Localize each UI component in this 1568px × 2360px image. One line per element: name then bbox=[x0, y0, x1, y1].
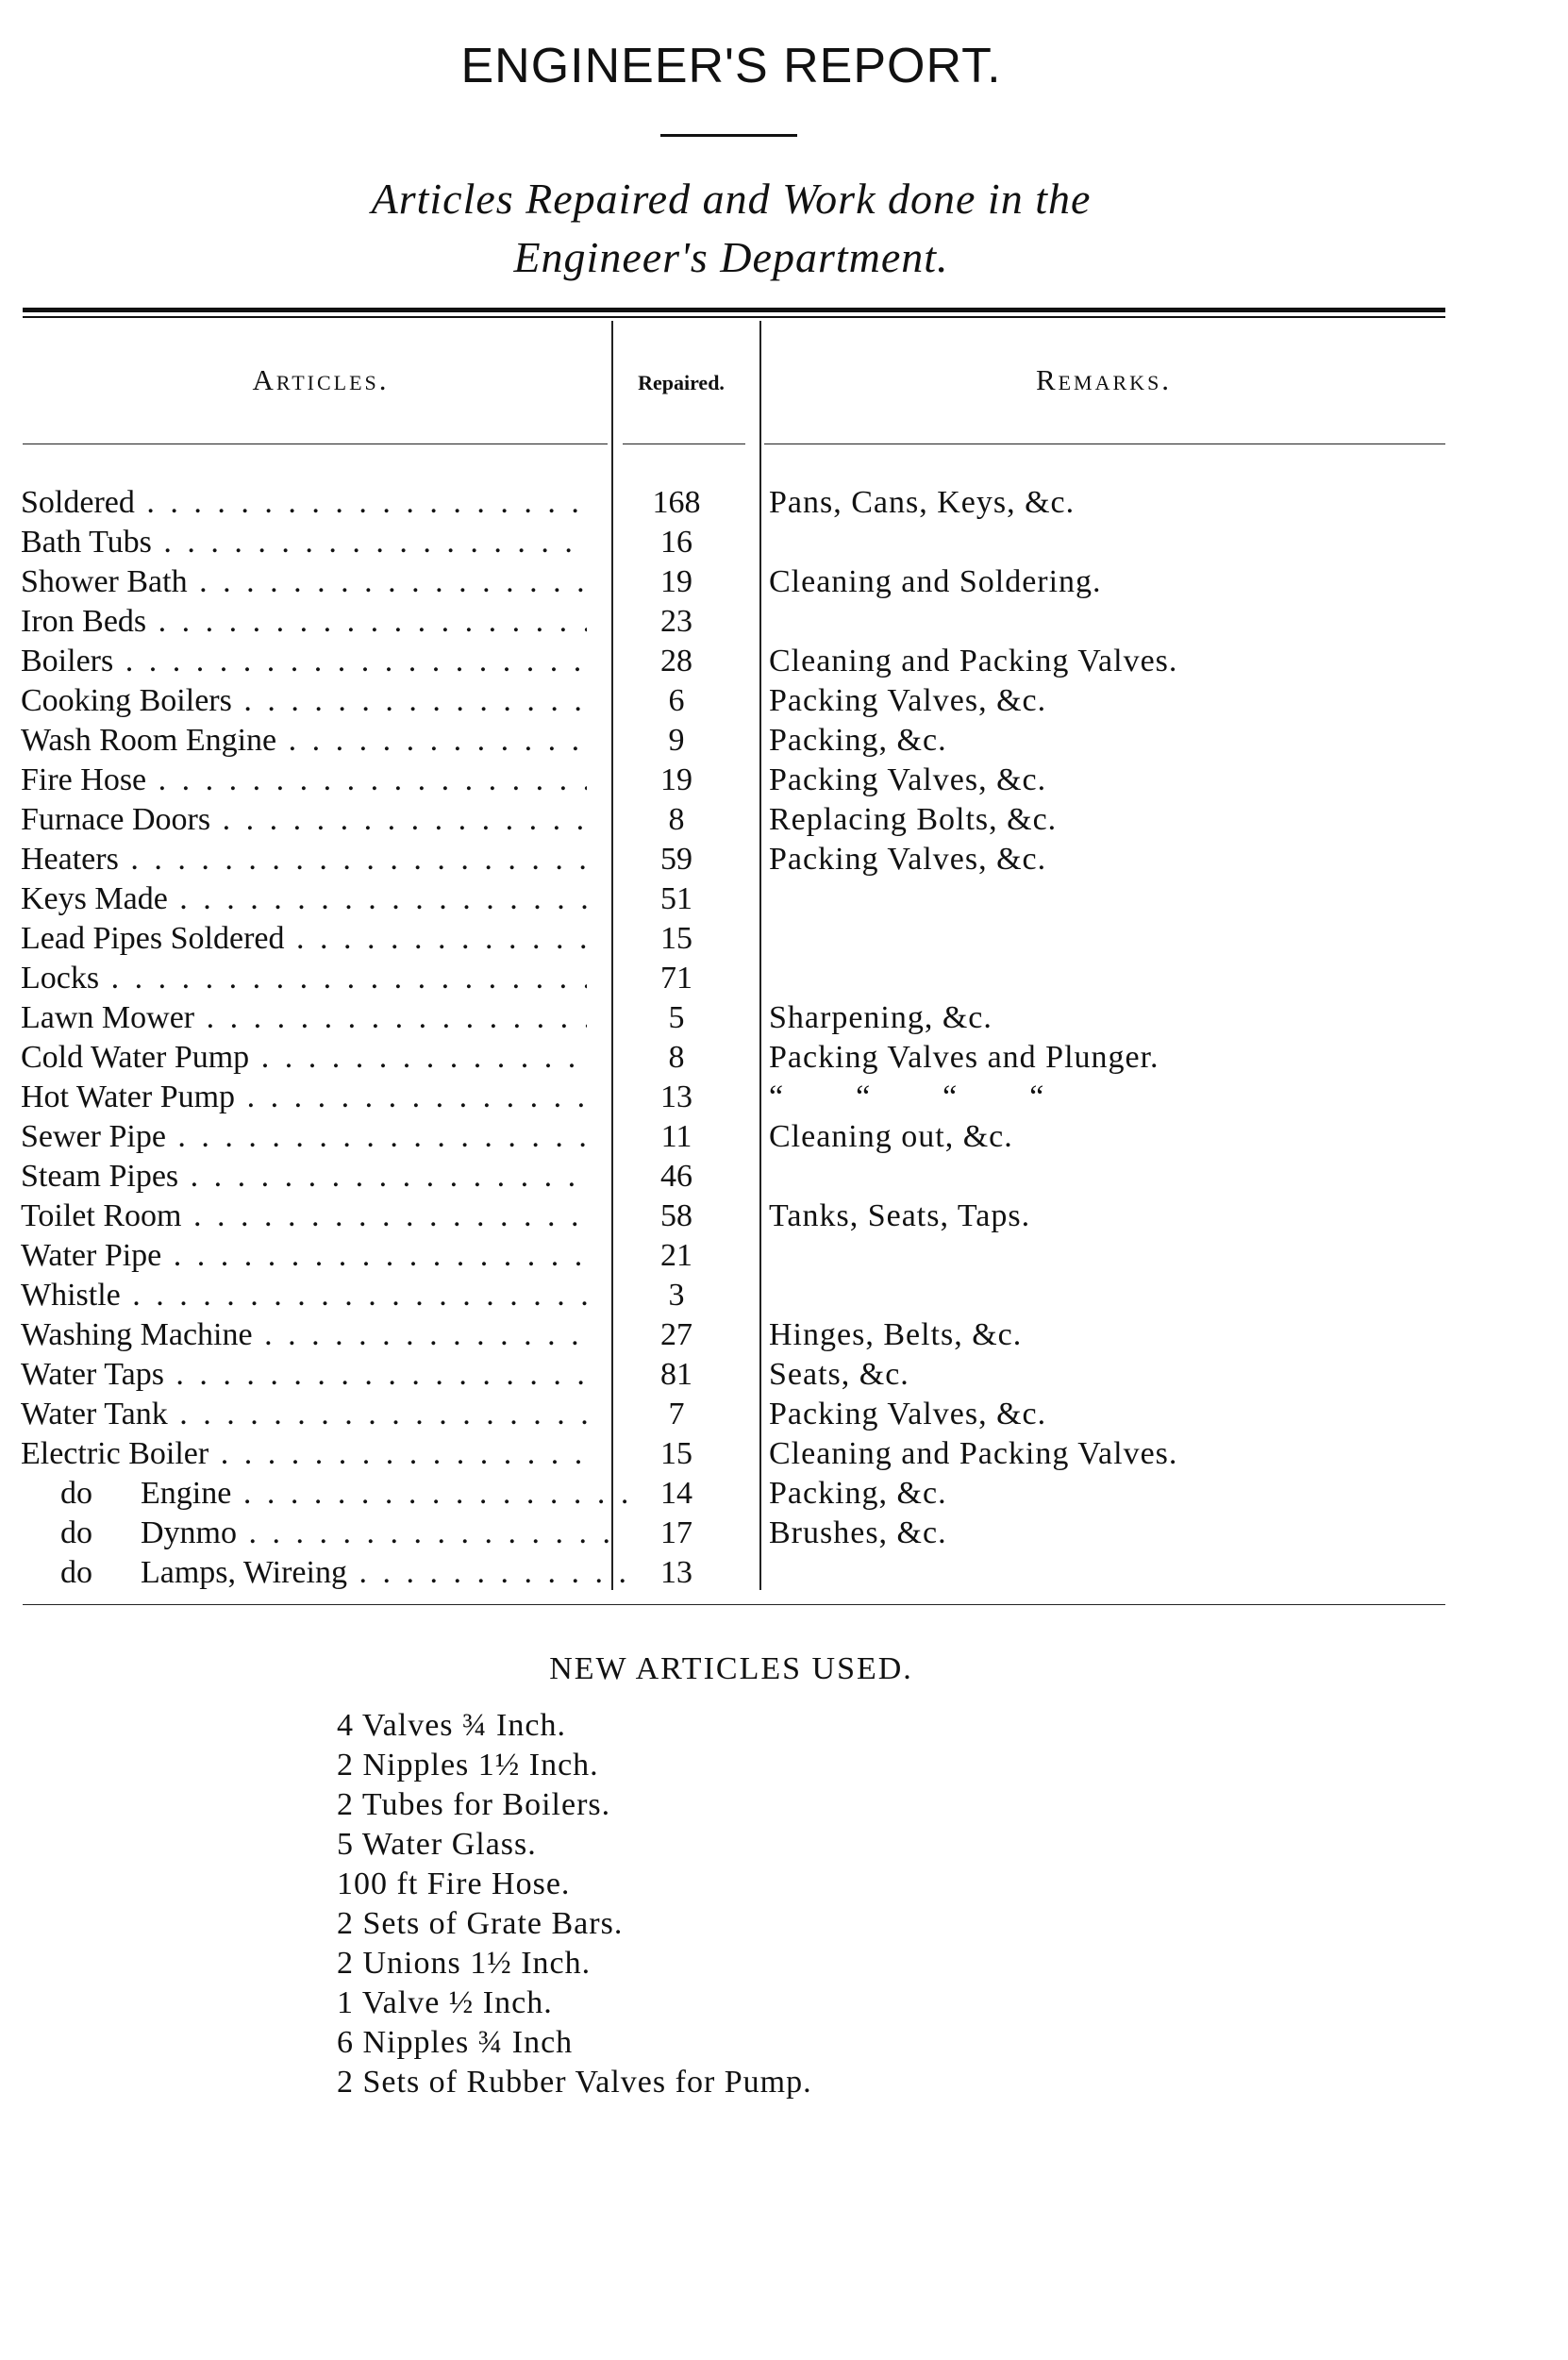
row-remark: Sharpening, &c. bbox=[769, 1000, 993, 1035]
table-row bbox=[0, 1038, 1472, 1078]
row-article: Iron Beds . . . bbox=[21, 602, 587, 642]
subtitle-line-1: Articles Repaired and Work done in the bbox=[371, 175, 1092, 223]
table-row bbox=[0, 642, 1472, 681]
row-article: Shower Bath . . . bbox=[21, 562, 587, 602]
row-count: 28 bbox=[660, 644, 692, 678]
row-article: do Lamps, Wireing . . . bbox=[21, 1553, 626, 1593]
table-bottom-rule bbox=[23, 1604, 1445, 1605]
row-remark: Brushes, &c. bbox=[769, 1515, 947, 1550]
table-row bbox=[0, 483, 1472, 523]
row-remark: Cleaning and Packing Valves. bbox=[769, 1436, 1178, 1471]
new-article-item: 2 Nipples 1½ Inch. bbox=[337, 1748, 599, 1783]
row-count: 13 bbox=[660, 1080, 692, 1114]
row-count: 19 bbox=[660, 762, 692, 797]
row-count: 19 bbox=[660, 564, 692, 599]
row-remark: Cleaning and Soldering. bbox=[769, 564, 1102, 599]
row-article: Whistle . . . bbox=[21, 1276, 587, 1315]
row-article: Lawn Mower . . . bbox=[21, 998, 587, 1038]
table-row bbox=[0, 1157, 1472, 1197]
row-count: 168 bbox=[652, 485, 701, 520]
table-body bbox=[0, 483, 1472, 1593]
row-article: Lead Pipes Soldered . . . bbox=[21, 919, 587, 959]
table-row bbox=[0, 1117, 1472, 1157]
table-row bbox=[0, 1276, 1472, 1315]
page-title: ENGINEER'S REPORT. bbox=[460, 39, 1002, 93]
new-article-item: 4 Valves ¾ Inch. bbox=[337, 1708, 566, 1743]
row-article: Cooking Boilers . . . bbox=[21, 681, 587, 721]
table-row bbox=[0, 800, 1472, 840]
table-top-rule bbox=[23, 308, 1445, 312]
row-article: Boilers . . . bbox=[21, 642, 587, 681]
new-article-item: 5 Water Glass. bbox=[337, 1827, 537, 1862]
row-count: 8 bbox=[668, 802, 685, 837]
row-article: Bath Tubs . . . bbox=[21, 523, 587, 562]
new-article-item: 2 Unions 1½ Inch. bbox=[337, 1946, 592, 1981]
row-count: 16 bbox=[660, 525, 692, 560]
new-article-item: 1 Valve ½ Inch. bbox=[337, 1985, 553, 2020]
row-count: 11 bbox=[660, 1119, 692, 1154]
row-count: 17 bbox=[660, 1515, 692, 1550]
row-remark: Hinges, Belts, &c. bbox=[769, 1317, 1023, 1352]
row-article: Sewer Pipe . . . bbox=[21, 1117, 587, 1157]
row-count: 6 bbox=[668, 683, 685, 718]
row-remark: Packing Valves and Plunger. bbox=[769, 1040, 1159, 1075]
row-count: 3 bbox=[668, 1278, 685, 1313]
table-row bbox=[0, 1197, 1472, 1236]
row-article: Water Pipe . . . bbox=[21, 1236, 587, 1276]
row-remark: Cleaning and Packing Valves. bbox=[769, 644, 1178, 678]
row-count: 9 bbox=[668, 723, 685, 758]
row-article: Heaters . . . bbox=[21, 840, 587, 879]
row-article: Washing Machine . . . bbox=[21, 1315, 587, 1355]
row-count: 27 bbox=[660, 1317, 692, 1352]
row-remark: “ “ “ “ bbox=[769, 1080, 1045, 1114]
row-count: 51 bbox=[660, 881, 692, 916]
header-remarks: Remarks. bbox=[1035, 363, 1173, 396]
new-article-item: 100 ft Fire Hose. bbox=[337, 1866, 571, 1901]
header-articles: Articles. bbox=[252, 363, 390, 396]
row-remark: Packing Valves, &c. bbox=[769, 842, 1047, 877]
new-articles-heading: NEW ARTICLES USED. bbox=[549, 1651, 913, 1686]
row-count: 23 bbox=[660, 604, 692, 639]
row-count: 13 bbox=[660, 1555, 692, 1590]
new-article-item: 2 Sets of Grate Bars. bbox=[337, 1906, 624, 1941]
table-row bbox=[0, 1315, 1472, 1355]
row-remark: Tanks, Seats, Taps. bbox=[769, 1198, 1031, 1233]
row-article: do Engine . . . bbox=[21, 1474, 626, 1514]
table-row bbox=[0, 919, 1472, 959]
row-article: Soldered . . . bbox=[21, 483, 587, 523]
row-count: 15 bbox=[660, 921, 692, 956]
row-remark: Packing Valves, &c. bbox=[769, 683, 1047, 718]
table-row bbox=[0, 562, 1472, 602]
row-remark: Packing, &c. bbox=[769, 723, 947, 758]
table-row bbox=[0, 761, 1472, 800]
row-remark: Packing, &c. bbox=[769, 1476, 947, 1511]
row-remark: Replacing Bolts, &c. bbox=[769, 802, 1058, 837]
header-repaired: Repaired. bbox=[638, 371, 725, 394]
row-article: Furnace Doors . . . bbox=[21, 800, 587, 840]
row-remark: Packing Valves, &c. bbox=[769, 762, 1047, 797]
table-top-rule-secondary bbox=[23, 316, 1445, 318]
row-count: 59 bbox=[660, 842, 692, 877]
row-article: Steam Pipes . . . bbox=[21, 1157, 587, 1197]
title-underline bbox=[660, 134, 797, 137]
subtitle-line-2: Engineer's Department. bbox=[513, 233, 949, 281]
row-count: 8 bbox=[668, 1040, 685, 1075]
row-article: Keys Made . . . bbox=[21, 879, 587, 919]
row-count: 14 bbox=[660, 1476, 692, 1511]
row-count: 81 bbox=[660, 1357, 692, 1392]
row-remark: Packing Valves, &c. bbox=[769, 1397, 1047, 1431]
table-row bbox=[0, 1355, 1472, 1395]
row-article: Hot Water Pump . . . bbox=[21, 1078, 587, 1117]
table-row bbox=[0, 998, 1472, 1038]
row-article: do Dynmo . . . bbox=[21, 1514, 626, 1553]
table-row bbox=[0, 1553, 1472, 1593]
table-row bbox=[0, 721, 1472, 761]
new-articles-list bbox=[337, 1706, 812, 2102]
table-row bbox=[0, 1474, 1472, 1514]
table-row bbox=[0, 879, 1472, 919]
row-article: Electric Boiler . . . bbox=[21, 1434, 587, 1474]
row-remark: Seats, &c. bbox=[769, 1357, 909, 1392]
table-row bbox=[0, 1078, 1472, 1117]
new-article-item: 6 Nipples ¾ Inch bbox=[337, 2025, 574, 2060]
table-row bbox=[0, 602, 1472, 642]
table-row bbox=[0, 1514, 1472, 1553]
page-subtitle bbox=[0, 170, 1462, 287]
new-article-item: 2 Sets of Rubber Valves for Pump. bbox=[337, 2065, 812, 2100]
table-row bbox=[0, 1236, 1472, 1276]
row-count: 71 bbox=[660, 961, 692, 996]
row-count: 21 bbox=[660, 1238, 692, 1273]
table-row bbox=[0, 840, 1472, 879]
row-count: 58 bbox=[660, 1198, 692, 1233]
row-article: Cold Water Pump . . . bbox=[21, 1038, 587, 1078]
table-row bbox=[0, 959, 1472, 998]
row-count: 5 bbox=[668, 1000, 685, 1035]
table-row bbox=[0, 523, 1472, 562]
row-count: 7 bbox=[668, 1397, 685, 1431]
row-article: Locks . . . bbox=[21, 959, 587, 998]
row-count: 15 bbox=[660, 1436, 692, 1471]
row-remark: Pans, Cans, Keys, &c. bbox=[769, 485, 1076, 520]
row-article: Water Taps . . . bbox=[21, 1355, 587, 1395]
table-row bbox=[0, 1395, 1472, 1434]
row-remark: Cleaning out, &c. bbox=[769, 1119, 1013, 1154]
row-article: Toilet Room . . . bbox=[21, 1197, 587, 1236]
row-article: Water Tank . . . bbox=[21, 1395, 587, 1434]
row-article: Fire Hose . . . bbox=[21, 761, 587, 800]
row-count: 46 bbox=[660, 1159, 692, 1194]
new-article-item: 2 Tubes for Boilers. bbox=[337, 1787, 611, 1822]
row-article: Wash Room Engine . . . bbox=[21, 721, 587, 761]
table-row bbox=[0, 1434, 1472, 1474]
table-row bbox=[0, 681, 1472, 721]
